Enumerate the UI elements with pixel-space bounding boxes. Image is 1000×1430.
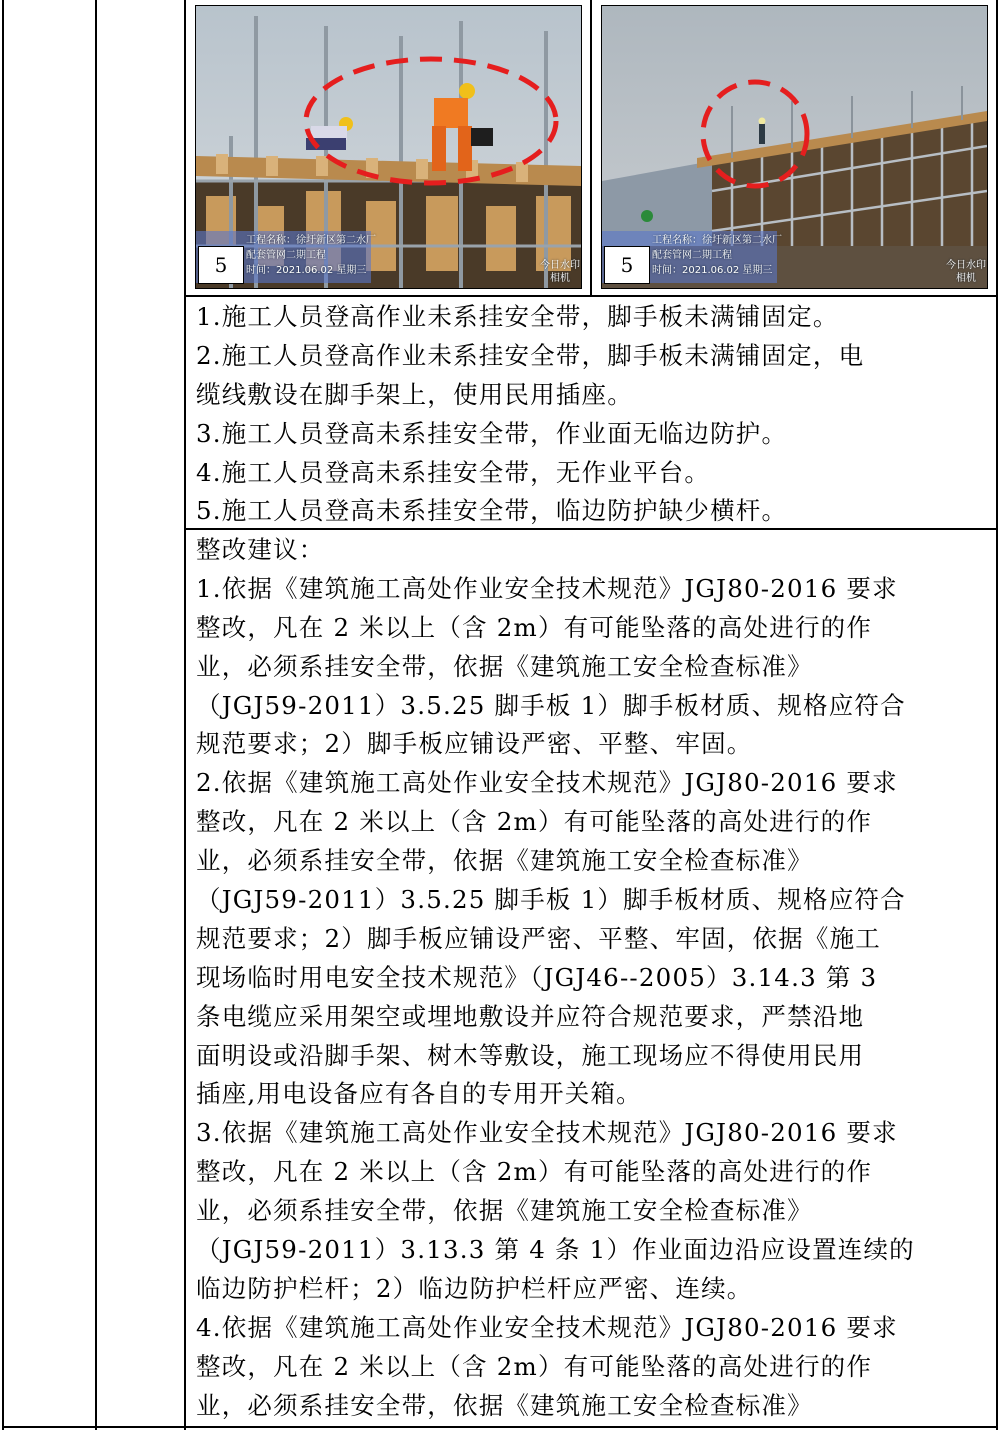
- issue-line: 1.施工人员登高作业未系挂安全带，脚手板未满铺固定。: [196, 302, 839, 331]
- suggestion-line: 4.依据《建筑施工高处作业安全技术规范》JGJ80-2016 要求: [196, 1312, 898, 1342]
- column-divider-1: [95, 0, 97, 1430]
- suggestion-line: 整改，凡在 2 米以上（含 2m）有可能坠落的高处进行的作: [196, 1157, 873, 1187]
- photo-caption-date: 时间：2021.06.02 星期三: [246, 265, 367, 276]
- suggestion-line: 2.依据《建筑施工高处作业安全技术规范》JGJ80-2016 要求: [196, 768, 898, 798]
- watermark-label: 今日水印: [540, 260, 580, 271]
- suggestion-line: 现场临时用电安全技术规范》（JGJ46--2005）3.14.3 第 3: [196, 962, 878, 992]
- table-left-border: [2, 0, 4, 1430]
- issue-line: 缆线敷设在脚手架上，使用民用插座。: [196, 379, 633, 409]
- site-photo-2: [601, 5, 988, 289]
- suggestion-line: 3.依据《建筑施工高处作业安全技术规范》JGJ80-2016 要求: [196, 1118, 898, 1148]
- suggestions-title: 整改建议：: [196, 535, 325, 564]
- watermark-label-2: 相机: [550, 273, 570, 284]
- photo-caption-date: 时间：2021.06.02 星期三: [652, 265, 773, 276]
- table-right-border: [996, 0, 998, 1430]
- watermark-label-2: 相机: [956, 273, 976, 284]
- issue-line: 4.施工人员登高未系挂安全带，无作业平台。: [196, 457, 711, 487]
- suggestion-line: （JGJ59-2011）3.13.3 第 4 条 1）作业面边沿应设置连续的: [196, 1235, 915, 1265]
- suggestion-line: 面明设或沿脚手架、树木等敷设，施工现场应不得使用民用: [196, 1040, 865, 1070]
- suggestion-line: 条电缆应采用架空或埋地敷设并应符合规范要求，严禁沿地: [196, 1001, 865, 1031]
- column-divider-2: [184, 0, 186, 1430]
- photo-number-badge: 5: [198, 246, 244, 284]
- suggestion-line: 业，必须系挂安全带，依据《建筑施工安全检查标准》: [196, 1196, 813, 1226]
- suggestion-line: （JGJ59-2011）3.5.25 脚手板 1）脚手板材质、规格应符合: [196, 885, 906, 915]
- photo-caption-project-2: 配套管网二期工程: [246, 250, 326, 261]
- suggestion-line: 整改，凡在 2 米以上（含 2m）有可能坠落的高处进行的作: [196, 807, 873, 837]
- suggestion-line: 插座,用电设备应有各自的专用开关箱。: [196, 1079, 642, 1109]
- suggestions-section: [196, 531, 986, 1425]
- row-divider-photos: [184, 295, 998, 297]
- table-bottom-border: [2, 1426, 998, 1428]
- suggestion-line: 1.依据《建筑施工高处作业安全技术规范》JGJ80-2016 要求: [196, 573, 898, 603]
- issue-line: 5.施工人员登高未系挂安全带，临边防护缺少横杆。: [196, 496, 788, 526]
- suggestion-line: 整改，凡在 2 米以上（含 2m）有可能坠落的高处进行的作: [196, 1351, 873, 1381]
- suggestion-line: 业，必须系挂安全带，依据《建筑施工安全检查标准》: [196, 1390, 813, 1420]
- suggestion-line: 业，必须系挂安全带，依据《建筑施工安全检查标准》: [196, 651, 813, 681]
- suggestion-line: （JGJ59-2011）3.5.25 脚手板 1）脚手板材质、规格应符合: [196, 690, 906, 720]
- suggestion-line: 整改，凡在 2 米以上（含 2m）有可能坠落的高处进行的作: [196, 612, 873, 642]
- photo-divider: [590, 0, 592, 296]
- watermark-label: 今日水印: [946, 260, 986, 271]
- issues-list: [196, 298, 986, 531]
- issue-line: 2.施工人员登高作业未系挂安全带，脚手板未满铺固定，电: [196, 340, 865, 370]
- issue-line: 3.施工人员登高未系挂安全带，作业面无临边防护。: [196, 418, 788, 448]
- photo-caption-project: 工程名称：徐圩新区第二水厂: [246, 235, 376, 246]
- suggestion-line: 规范要求；2）脚手板应铺设严密、平整、牢固，依据《施工: [196, 923, 881, 953]
- suggestion-line: 临边防护栏杆；2）临边防护栏杆应严密、连续。: [196, 1273, 753, 1303]
- photo-caption-project: 工程名称：徐圩新区第二水厂: [652, 235, 782, 246]
- photo-caption-project-2: 配套管网二期工程: [652, 250, 732, 261]
- suggestion-line: 规范要求；2）脚手板应铺设严密、平整、牢固。: [196, 729, 753, 759]
- suggestion-line: 业，必须系挂安全带，依据《建筑施工安全检查标准》: [196, 846, 813, 876]
- site-photo-1: [195, 5, 582, 289]
- photo-number-badge: 5: [604, 246, 650, 284]
